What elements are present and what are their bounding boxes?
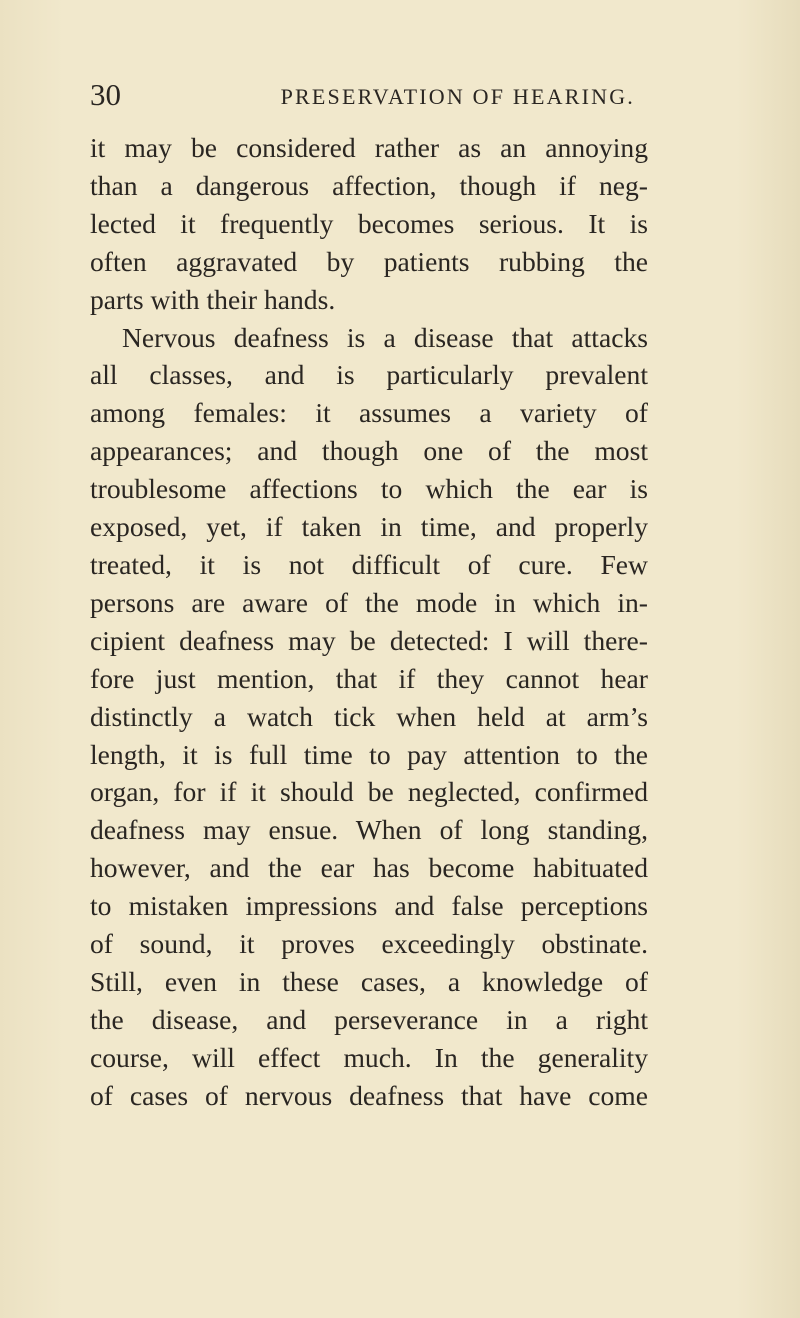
text-line: parts with their hands. bbox=[90, 283, 336, 315]
text-line: troublesome affections to which the ear is bbox=[90, 473, 648, 505]
text-line: appearances; and though one of the most bbox=[90, 435, 648, 467]
text-line: all classes, and is particularly prevalent bbox=[90, 359, 648, 391]
text-line: to mistaken impressions and false perceptions bbox=[90, 890, 648, 922]
text-line: lected it frequently becomes serious. It is bbox=[90, 207, 648, 239]
text-line: distinctly a watch tick when held at arm’s bbox=[90, 700, 648, 732]
text-line: Still, even in these cases, a knowledge of bbox=[90, 965, 648, 997]
running-head bbox=[90, 75, 635, 115]
text-line: persons are aware of the mode in which in- bbox=[90, 586, 648, 618]
page-number: 30 bbox=[90, 77, 121, 112]
text-line: course, will effect much. In the generality bbox=[90, 1041, 648, 1073]
body-text bbox=[90, 129, 648, 1115]
text-line: deafness may ensue. When of long standing, bbox=[90, 814, 648, 846]
text-line: organ, for if it should be neglected, confirmed bbox=[90, 776, 648, 808]
text-line: however, and the ear has become habituated bbox=[90, 852, 648, 884]
text-line: length, it is full time to pay attention to the bbox=[90, 738, 648, 770]
text-line: the disease, and perseverance in a right bbox=[90, 1003, 648, 1035]
text-line: exposed, yet, if taken in time, and properly bbox=[90, 511, 648, 543]
text-line: it may be considered rather as an annoying bbox=[90, 132, 648, 163]
text-line: among females: it assumes a variety of bbox=[90, 397, 648, 429]
text-line: treated, it is not difficult of cure. Few bbox=[90, 548, 648, 580]
text-line: than a dangerous affection, though if neg- bbox=[90, 169, 648, 201]
running-title: PRESERVATION OF HEARING. bbox=[280, 84, 635, 109]
text-line: cipient deafness may be detected: I will there- bbox=[90, 624, 648, 656]
text-line: of sound, it proves exceedingly obstinate. bbox=[90, 928, 648, 960]
text-line: Nervous deafness is a disease that attacks bbox=[122, 321, 648, 353]
text-line: often aggravated by patients rubbing the bbox=[90, 245, 648, 277]
text-line: of cases of nervous deafness that have come bbox=[90, 1079, 648, 1111]
text-line: fore just mention, that if they cannot hear bbox=[90, 662, 648, 694]
